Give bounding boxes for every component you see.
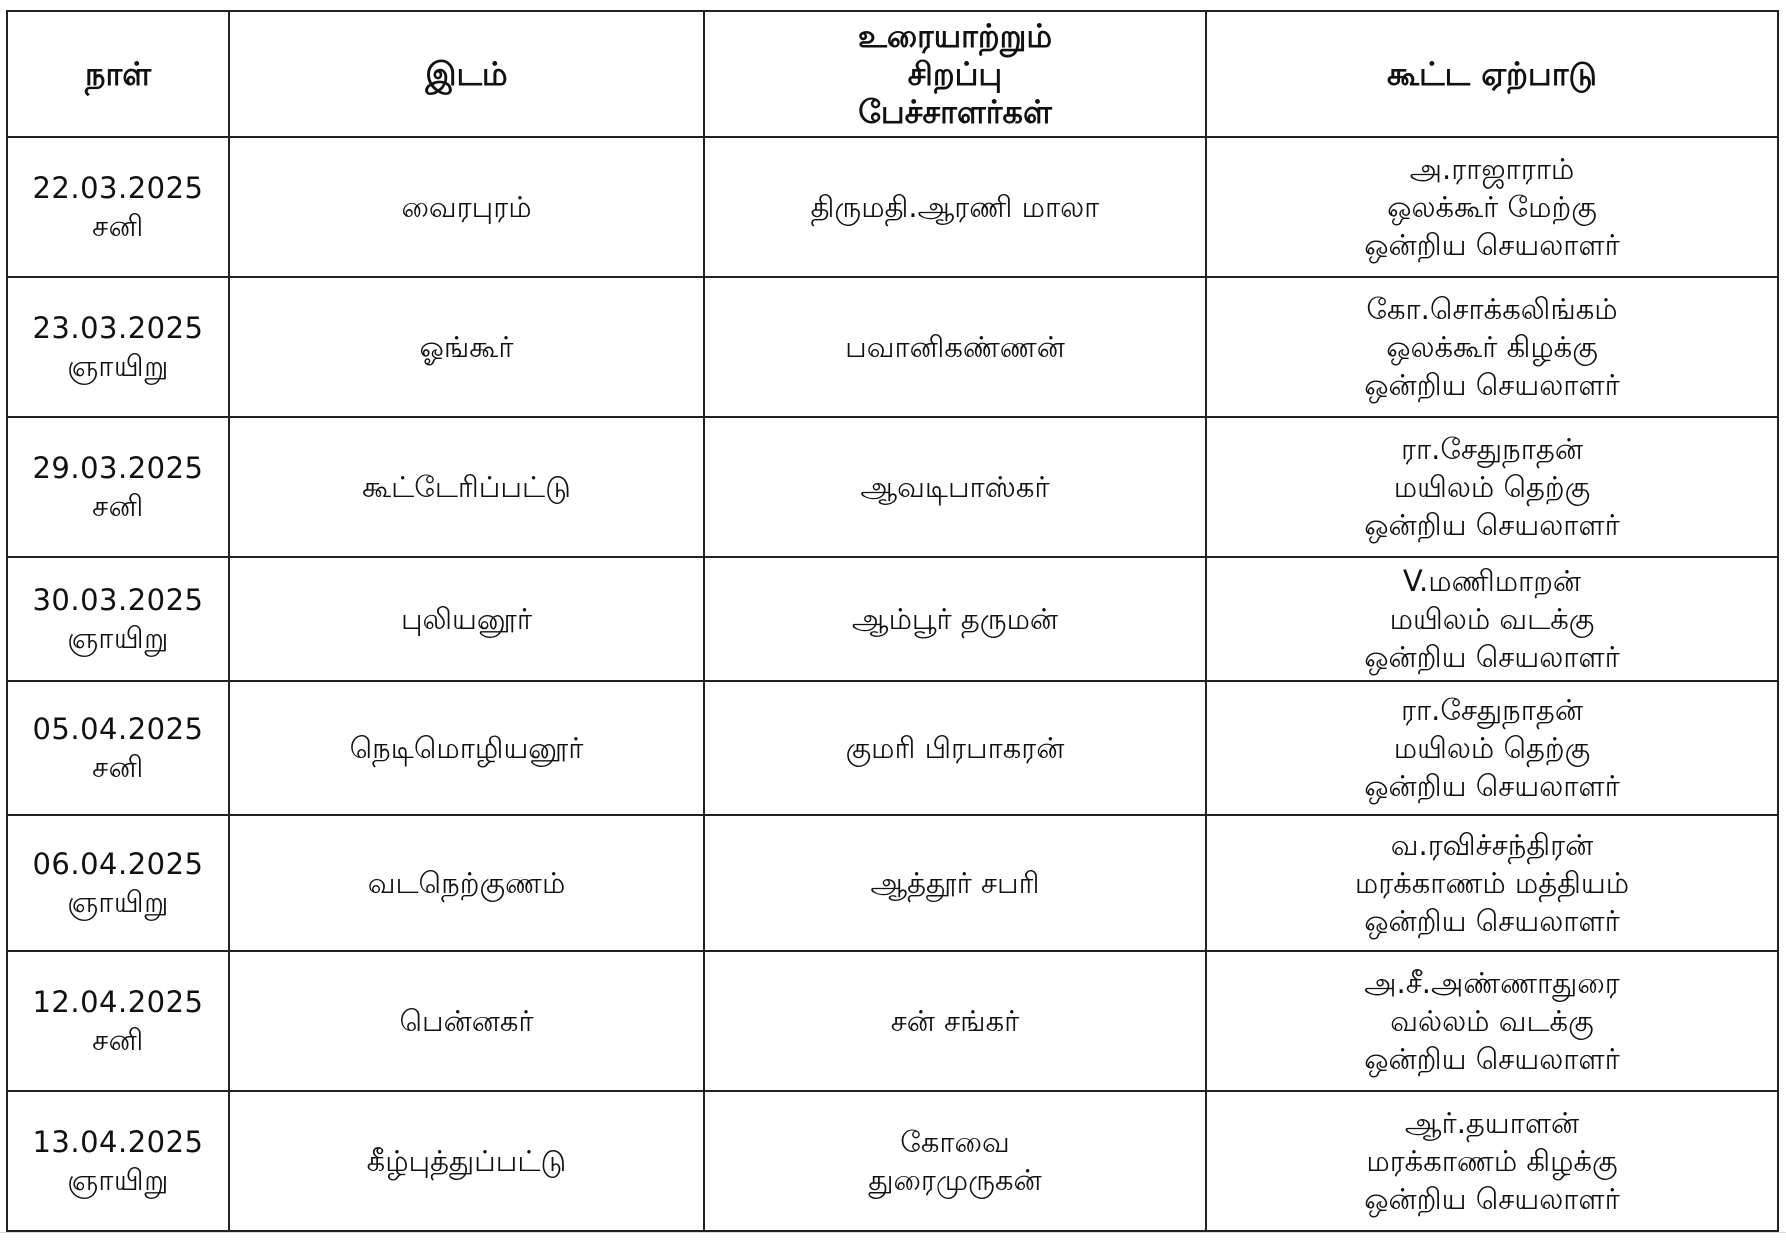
header-date: நாள் [7,11,229,137]
organizer-role: ஒன்றிய செயலாளர் [1364,640,1620,674]
day-value: சனி [92,489,144,523]
date-cell [7,417,229,557]
header-speakers-line: உரையாற்றும் [857,17,1053,55]
header-place: இடம் [229,11,704,137]
speaker-name-line: ஆத்தூர் சபரி [870,866,1040,900]
organizer-region: மயிலம் தெற்கு [1393,731,1591,765]
organizer-name: ஆர்.தயாளன் [1404,1106,1580,1140]
date-value: 29.03.2025 [32,451,204,485]
day-value: சனி [92,209,144,243]
organizer-region: வல்லம் வடக்கு [1390,1004,1594,1038]
organizer-role: ஒன்றிய செயலாளர் [1364,228,1620,262]
organizer-name: அ.சீ.அண்ணாதுரை [1364,966,1620,1000]
speaker-name-line: குமரி பிரபாகரன் [845,731,1065,765]
header-speakers-line: பேச்சாளர்கள் [858,93,1052,131]
speaker-cell [704,557,1206,681]
organizer-role: ஒன்றிய செயலாளர் [1364,904,1620,938]
header-row [7,11,1778,137]
date-cell [7,1091,229,1231]
organizer-name: அ.ராஜாராம் [1409,152,1575,186]
speaker-name-line: சன் சங்கர் [890,1004,1020,1038]
organizer-cell [1206,277,1778,417]
table-row [7,277,1778,417]
day-value: ஞாயிறு [67,621,169,655]
bottom-divider [0,1232,1786,1233]
day-value: சனி [92,1023,144,1057]
speaker-name-line: பவானிகண்ணன் [845,330,1065,364]
organizer-region: மரக்காணம் கிழக்கு [1366,1144,1618,1178]
speaker-cell [704,417,1206,557]
date-cell [7,277,229,417]
place-cell: புலியனூர் [229,557,704,681]
organizer-name: V.மணிமாறன் [1402,564,1582,598]
speaker-cell [704,137,1206,277]
header-speakers-line: சிறப்பு [907,55,1003,93]
date-cell [7,681,229,815]
speaker-cell [704,815,1206,951]
organizer-name: ரா.சேதுநாதன் [1401,432,1583,466]
day-value: ஞாயிறு [67,1163,169,1197]
date-value: 30.03.2025 [32,583,204,617]
place-cell: நெடிமொழியனூர் [229,681,704,815]
date-value: 13.04.2025 [32,1125,204,1159]
organizer-region: ஒலக்கூர் கிழக்கு [1386,330,1598,364]
speaker-name-line: திருமதி.ஆரணி மாலா [810,190,1100,224]
organizer-role: ஒன்றிய செயலாளர் [1364,1182,1620,1216]
date-cell [7,815,229,951]
organizer-role: ஒன்றிய செயலாளர் [1364,769,1620,803]
place-cell: வடநெற்குணம் [229,815,704,951]
table-row [7,137,1778,277]
table-row [7,951,1778,1091]
organizer-cell [1206,815,1778,951]
speaker-name-line: ஆம்பூர் தருமன் [851,602,1059,636]
day-value: ஞாயிறு [67,885,169,919]
organizer-cell [1206,951,1778,1091]
speaker-name-line: கோவை [900,1125,1010,1159]
date-value: 22.03.2025 [32,171,204,205]
date-value: 12.04.2025 [32,985,204,1019]
date-cell [7,951,229,1091]
header-speakers [704,11,1206,137]
date-cell [7,137,229,277]
table-row [7,681,1778,815]
date-value: 23.03.2025 [32,311,204,345]
schedule-sheet [6,10,1777,1232]
day-value: சனி [92,750,144,784]
organizer-name: ரா.சேதுநாதன் [1401,693,1583,727]
speaker-name-line: துரைமுருகன் [868,1163,1042,1197]
organizer-role: ஒன்றிய செயலாளர் [1364,508,1620,542]
date-cell [7,557,229,681]
table-row [7,557,1778,681]
date-value: 05.04.2025 [32,712,204,746]
organizer-region: மரக்காணம் மத்தியம் [1354,866,1630,900]
organizer-region: மயிலம் தெற்கு [1393,470,1591,504]
organizer-region: ஒலக்கூர் மேற்கு [1387,190,1597,224]
header-arrangement: கூட்ட ஏற்பாடு [1206,11,1778,137]
organizer-cell [1206,557,1778,681]
place-cell: கூட்டேரிப்பட்டு [229,417,704,557]
organizer-cell [1206,417,1778,557]
organizer-cell [1206,137,1778,277]
meeting-schedule-table [6,10,1779,1232]
date-value: 06.04.2025 [32,847,204,881]
day-value: ஞாயிறு [67,349,169,383]
organizer-role: ஒன்றிய செயலாளர் [1364,1042,1620,1076]
organizer-cell [1206,1091,1778,1231]
organizer-cell [1206,681,1778,815]
speaker-cell [704,681,1206,815]
speaker-cell [704,277,1206,417]
speaker-cell [704,1091,1206,1231]
table-row [7,1091,1778,1231]
speaker-name-line: ஆவடிபாஸ்கர் [860,470,1050,504]
place-cell: கீழ்புத்துப்பட்டு [229,1091,704,1231]
place-cell: பென்னகர் [229,951,704,1091]
organizer-role: ஒன்றிய செயலாளர் [1364,368,1620,402]
organizer-name: வ.ரவிச்சந்திரன் [1390,828,1594,862]
place-cell: வைரபுரம் [229,137,704,277]
place-cell: ஓங்கூர் [229,277,704,417]
organizer-name: கோ.சொக்கலிங்கம் [1366,292,1618,326]
table-row [7,815,1778,951]
speaker-cell [704,951,1206,1091]
organizer-region: மயிலம் வடக்கு [1389,602,1595,636]
table-row [7,417,1778,557]
